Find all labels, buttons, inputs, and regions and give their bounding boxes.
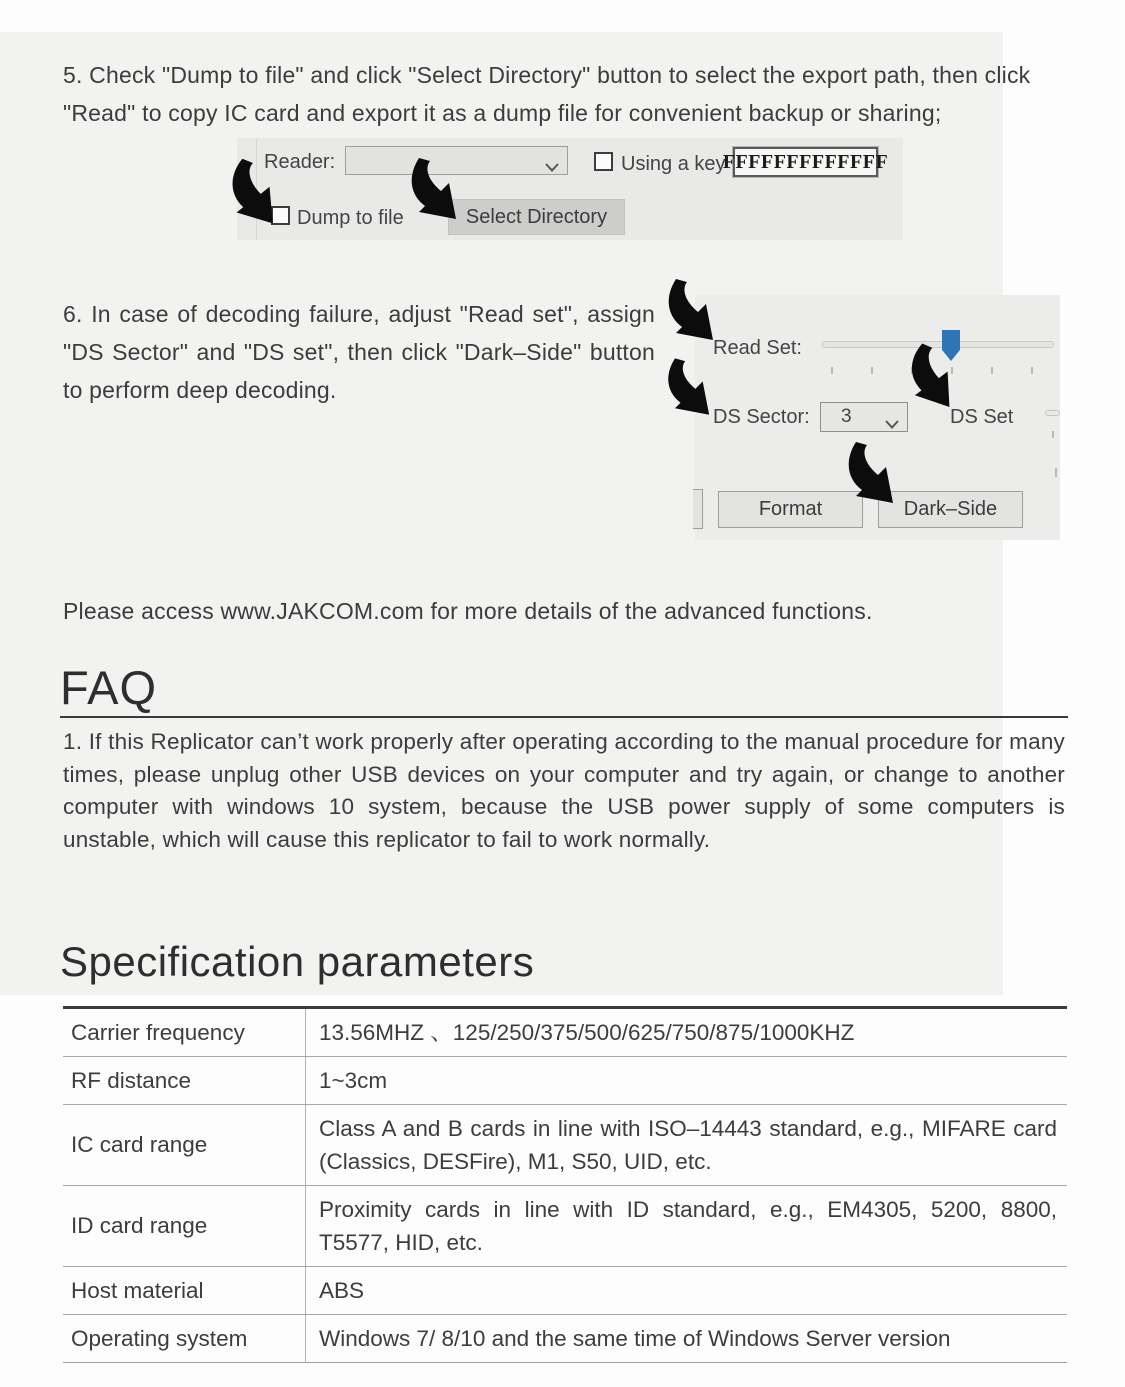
spec-value-operating-system: Windows 7/ 8/10 and the same time of Windows Server version [305,1315,1067,1362]
spec-label-id-card-range: ID card range [71,1213,208,1238]
arrow-icon [663,358,711,416]
chevron-down-icon [545,156,559,165]
arrow-icon [899,341,962,408]
step5-paragraph: 5. Check "Dump to file" and click "Select Directory" button to select the export path, then click "Read" to copy IC card and export it as a dump file for convenient backup or sharing; [63,62,1031,126]
read-set-label: Read Set: [713,337,802,359]
dark-side-button[interactable]: Dark–Side [878,491,1023,528]
spec-heading: Specification parameters [60,938,535,985]
access-note: Please access www.JAKCOM.com for more details of the advanced functions. [63,598,873,624]
reader-label: Reader: [264,151,336,173]
partial-button-edge [693,489,703,529]
slider-tick [1031,367,1033,374]
arrow-icon [663,279,715,341]
spec-label-host-material: Host material [71,1277,204,1303]
ds-set-slider[interactable] [1045,410,1060,416]
slider-tick [1052,431,1054,438]
spec-label-operating-system: Operating system [71,1325,248,1351]
spec-value-carrier-frequency: 13.56MHZ 、125/250/375/500/625/750/875/1000KHZ [305,1009,1067,1056]
spec-value-host-material: ABS [305,1267,1067,1314]
slider-tick [1055,468,1057,477]
faq-item-1: 1. If this Replicator can’t work properly after operating according to the manual procedure for many times, please unplug other USB devices on your computer and try again, or change to another computer with windows 10 system, because the USB power supply of some computers is unstable, which will cause this replicator to fail to work normally. [63,729,1065,852]
table-row [63,1185,1067,1266]
format-button[interactable]: Format [718,491,863,528]
spec-value-ic-card-range [305,1105,1067,1185]
ds-set-label: DS Set [950,406,1014,428]
spec-label-ic-card-range: IC card range [71,1132,208,1157]
spec-value-id-card-range [305,1186,1067,1266]
table-row [63,1104,1067,1185]
slider-tick [831,367,833,374]
spec-table [63,1006,1067,1363]
chevron-down-icon [885,413,899,422]
arrow-icon [406,158,458,220]
table-row [63,1314,1067,1362]
select-directory-button[interactable]: Select Directory [448,199,625,235]
key-input[interactable]: FFFFFFFFFFFFF [733,147,878,177]
spec-label-carrier-frequency: Carrier frequency [71,1019,245,1045]
spec-value-text: Class A and B cards in line with ISO–14443 standard, e.g., MIFARE card (Classics, DESFire), M1, S50, UID, etc. [319,1116,1057,1174]
faq-heading: FAQ [60,661,158,714]
reader-panel-screenshot [237,138,903,240]
ds-sector-label: DS Sector: [713,406,810,428]
spec-value-text: Proximity cards in line with ID standard, e.g., EM4305, 5200, 8800, T5577, HID, etc. [319,1197,1057,1255]
step6-paragraph: 6. In case of decoding failure, adjust "Read set", assign "DS Sector" and "DS set", then click "Dark–Side" button to perform deep decoding. [63,301,655,403]
arrow-icon [843,442,895,504]
spec-label-rf-distance: RF distance [71,1067,192,1093]
slider-tick [991,367,993,374]
ds-sector-value: 3 [841,406,852,427]
arrow-icon [223,157,281,224]
table-row [63,1009,1067,1056]
dump-to-file-label: Dump to file [297,207,404,229]
faq-rule [60,716,1068,718]
table-row [63,1266,1067,1314]
using-key-checkbox[interactable] [594,152,613,171]
ds-sector-dropdown[interactable] [820,402,908,432]
slider-tick [871,367,873,374]
spec-value-rf-distance: 1~3cm [305,1057,1067,1104]
table-row [63,1056,1067,1104]
using-key-label: Using a key [621,153,726,175]
